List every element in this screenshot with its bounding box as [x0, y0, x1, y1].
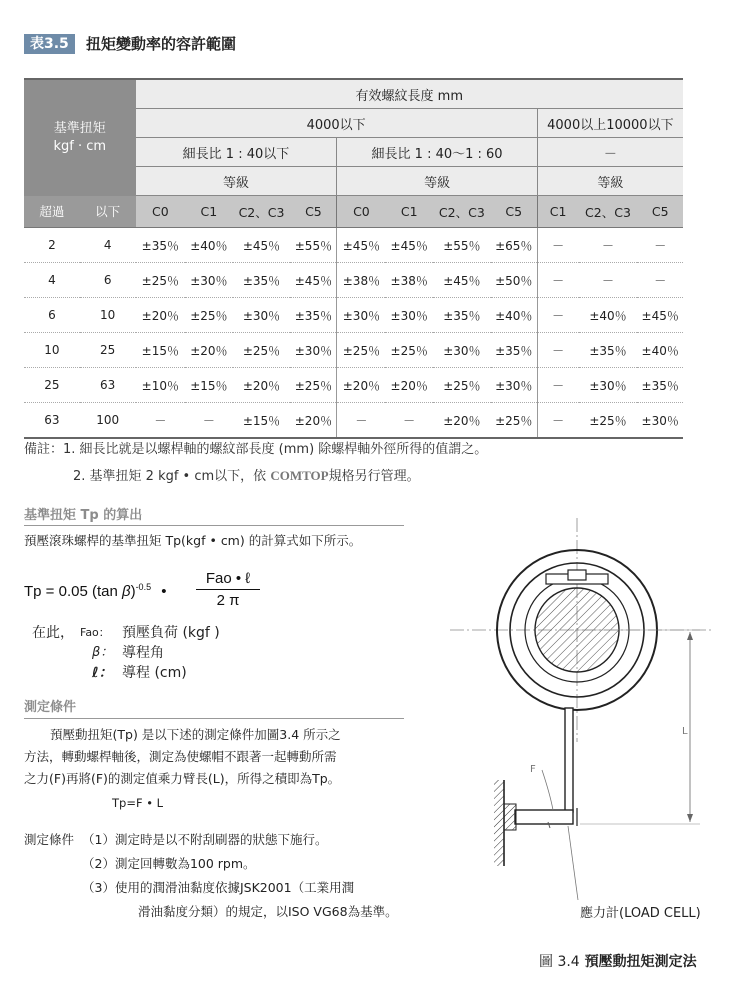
beta-desc: 導程角 [122, 645, 164, 661]
cell-tolerance: ±40％ [579, 298, 638, 333]
section-divider [24, 525, 404, 526]
cell-over: 4 [24, 263, 80, 298]
cell-tolerance: ±45％ [433, 263, 491, 298]
cell-tolerance: － [537, 368, 578, 403]
grade-col: C0 [337, 196, 386, 228]
label-F: F [530, 764, 536, 775]
cell-tolerance: ±30％ [385, 298, 433, 333]
cell-tolerance: ±45％ [637, 298, 683, 333]
figure-title: 預壓動扭矩測定法 [584, 954, 697, 970]
grade-col: C1 [185, 196, 233, 228]
cell-tolerance: ±20％ [233, 368, 291, 403]
cell-tolerance: － [537, 298, 578, 333]
grade-col: C0 [136, 196, 186, 228]
cell-tolerance: － [579, 228, 638, 263]
cell-tolerance: ±38％ [337, 263, 386, 298]
cell-tolerance: ±20％ [290, 403, 336, 439]
note-1: 備註：1. 細長比就是以螺桿軸的螺紋部長度 (mm) 除螺桿軸外徑所得的值謂之。 [24, 442, 488, 457]
formula-left: Tp = 0.05 (tan [24, 583, 118, 600]
cell-tolerance: ±40％ [637, 333, 683, 368]
formula-beta: β [121, 583, 131, 600]
cell-tolerance: － [537, 263, 578, 298]
cell-tolerance: ±38％ [385, 263, 433, 298]
condition-2: （2）測定回轉數為100 rpm。 [82, 856, 256, 871]
cell-tolerance: ±40％ [491, 298, 537, 333]
cell-tolerance: ±30％ [579, 368, 638, 403]
note-2-brand: COMTOP [270, 468, 329, 483]
base-torque-label: 基準扭矩 [53, 120, 106, 136]
cell-tolerance: ±20％ [385, 368, 433, 403]
grade-col: C5 [637, 196, 683, 228]
grade-header-3: 等級 [537, 167, 683, 196]
cell-tolerance: ±20％ [136, 298, 186, 333]
condition-1: （1）測定時是以不附刮刷器的狀態下施行。 [82, 832, 328, 847]
fao-desc: 預壓負荷 (kgf ) [122, 625, 220, 641]
cell-tolerance: ±50％ [491, 263, 537, 298]
cell-tolerance: ±15％ [233, 403, 291, 439]
condition-3b: 滑油黏度分類）的規定，以ISO VG68為基準。 [138, 904, 398, 919]
slenderness-ratio-1: 細長比 1 : 40以下 [136, 138, 337, 167]
grade-col: C2、C3 [433, 196, 491, 228]
cell-below: 10 [80, 298, 136, 333]
cell-below: 100 [80, 403, 136, 439]
table-row [24, 333, 683, 368]
tp-product-formula: Tp=F • L [112, 796, 164, 810]
base-torque-unit: kgf · cm [53, 138, 107, 154]
figure-number: 圖 3.4 [539, 954, 580, 970]
table-row [24, 368, 683, 403]
force-leader [542, 770, 553, 810]
label-L: L [682, 726, 688, 737]
range-4000-header: 4000以下 [136, 109, 538, 138]
wall-hatching [494, 780, 504, 866]
cell-tolerance: － [337, 403, 386, 439]
cell-tolerance: ±25％ [433, 368, 491, 403]
measurement-para-line3: 之力(F)再將(F)的測定值乘力臂長(L)，所得之積即為Tp。 [24, 771, 341, 786]
cell-tolerance: ±25％ [290, 368, 336, 403]
table-row [24, 298, 683, 333]
grade-columns-row [24, 196, 683, 228]
cell-tolerance: ±25％ [136, 263, 186, 298]
section-measurement-title: 測定條件 [24, 700, 77, 715]
cell-tolerance: ±30％ [233, 298, 291, 333]
grade-col: C5 [491, 196, 537, 228]
condition-3a: （3）使用的潤滑油黏度依據JSK2001（工業用潤 [82, 880, 355, 895]
cell-tolerance: ±55％ [433, 228, 491, 263]
cell-tolerance: － [579, 263, 638, 298]
cell-tolerance: ±35％ [491, 333, 537, 368]
torque-tolerance-table [24, 78, 683, 439]
cell-tolerance: ±30％ [491, 368, 537, 403]
nut-key [568, 570, 586, 580]
cell-tolerance: ±20％ [337, 368, 386, 403]
base-torque-header [24, 79, 136, 196]
fixed-wall [504, 804, 516, 830]
table-row [24, 228, 683, 263]
cell-tolerance: ±10％ [136, 368, 186, 403]
cell-tolerance: － [537, 228, 578, 263]
fao-label: Fao： [80, 626, 110, 639]
note-2-suffix: 規格另行管理。 [328, 469, 420, 484]
cell-tolerance: ±35％ [579, 333, 638, 368]
cell-over: 10 [24, 333, 80, 368]
formula-fraction [196, 570, 260, 609]
grade-col: C2、C3 [233, 196, 291, 228]
cell-tolerance: － [185, 403, 233, 439]
slenderness-ratio-3: － [537, 138, 683, 167]
measurement-para-line2: 方法，轉動螺桿軸後，測定為使螺帽不跟著一起轉動所需 [24, 749, 337, 764]
cell-below: 63 [80, 368, 136, 403]
grade-header-1: 等級 [136, 167, 337, 196]
conditions-label: 測定條件 [24, 832, 75, 847]
base-torque-intro: 預壓滾珠螺桿的基準扭矩 Tp(kgf • cm) 的計算式如下所示。 [24, 533, 362, 548]
grade-col: C1 [385, 196, 433, 228]
note-2 [73, 466, 420, 487]
cell-tolerance: ±25％ [233, 333, 291, 368]
cell-tolerance: ±15％ [185, 368, 233, 403]
cell-below: 4 [80, 228, 136, 263]
grade-col: C1 [537, 196, 578, 228]
cell-tolerance: ±30％ [433, 333, 491, 368]
beta-label: β： [92, 645, 114, 660]
cell-tolerance: ±35％ [637, 368, 683, 403]
torque-arm [565, 708, 573, 812]
cell-tolerance: ±15％ [136, 333, 186, 368]
cell-tolerance: ±25％ [337, 333, 386, 368]
cell-tolerance: － [385, 403, 433, 439]
grade-header-2: 等級 [337, 167, 537, 196]
cell-tolerance: ±20％ [185, 333, 233, 368]
cell-tolerance: － [537, 333, 578, 368]
load-cell-body [515, 810, 573, 824]
tp-formula: Tp = 0.05 (tan β)$^{-0.5}$ • [24, 582, 167, 600]
table-row [24, 403, 683, 439]
cell-tolerance: ±30％ [337, 298, 386, 333]
cell-tolerance: ±45％ [233, 228, 291, 263]
torque-measurement-diagram [450, 510, 740, 930]
cell-tolerance: ±45％ [337, 228, 386, 263]
section-divider [24, 718, 404, 719]
cell-tolerance: ±35％ [136, 228, 186, 263]
measurement-para-line1: 預壓動扭矩(Tp) 是以下述的測定條件加圖3.4 所示之 [50, 727, 341, 742]
load-cell-leader [568, 826, 578, 900]
cell-tolerance: ±20％ [433, 403, 491, 439]
cell-tolerance: ±35％ [433, 298, 491, 333]
formula-dot: • [161, 583, 167, 600]
table-row [24, 263, 683, 298]
section-base-torque-title: 基準扭矩 Tp 的算出 [24, 508, 143, 523]
cell-tolerance: ±40％ [185, 228, 233, 263]
cell-over: 25 [24, 368, 80, 403]
cell-over: 2 [24, 228, 80, 263]
cell-below: 25 [80, 333, 136, 368]
dim-arrow-bottom [687, 814, 693, 822]
table-number-badge: 表3.5 [24, 34, 75, 54]
effective-length-header: 有效螺紋長度 mm [136, 79, 683, 109]
cell-tolerance: ±65％ [491, 228, 537, 263]
cell-tolerance: ±30％ [290, 333, 336, 368]
col-over: 超過 [24, 196, 80, 228]
formula-numerator: Fao • ℓ [196, 570, 260, 590]
cell-tolerance: － [637, 228, 683, 263]
lead-desc: 導程 (cm) [122, 665, 187, 681]
cell-tolerance: ±55％ [290, 228, 336, 263]
where-label: 在此， [32, 625, 74, 641]
lead-label: ℓ： [92, 665, 113, 681]
dim-arrow-top [687, 632, 693, 640]
grade-col: C5 [290, 196, 336, 228]
cell-tolerance: ±30％ [185, 263, 233, 298]
figure-caption [539, 951, 697, 971]
cell-tolerance: ±25％ [579, 403, 638, 439]
table-title: 扭矩變動率的容許範圍 [86, 35, 237, 53]
cell-tolerance: ±25％ [385, 333, 433, 368]
cell-over: 6 [24, 298, 80, 333]
grade-col: C2、C3 [579, 196, 638, 228]
cell-tolerance: ±45％ [290, 263, 336, 298]
cell-tolerance: ±30％ [637, 403, 683, 439]
note-2-prefix: 2. 基準扭矩 2 kgf • cm以下，依 [73, 469, 271, 484]
cell-tolerance: ±35％ [233, 263, 291, 298]
formula-exponent: -0.5 [135, 582, 152, 592]
cell-tolerance: ±25％ [185, 298, 233, 333]
slenderness-ratio-2: 細長比 1 : 40～1 : 60 [337, 138, 537, 167]
formula-denominator: 2 π [216, 592, 240, 609]
cell-tolerance: － [637, 263, 683, 298]
cell-over: 63 [24, 403, 80, 439]
cell-tolerance: ±35％ [290, 298, 336, 333]
cell-tolerance: ±45％ [385, 228, 433, 263]
cell-below: 6 [80, 263, 136, 298]
range-4000-10000-header: 4000以上10000以下 [537, 109, 683, 138]
cell-tolerance: ±25％ [491, 403, 537, 439]
col-below: 以下 [80, 196, 136, 228]
cell-tolerance: － [136, 403, 186, 439]
cell-tolerance: － [537, 403, 578, 439]
load-cell-label: 應力計(LOAD CELL) [580, 906, 701, 921]
